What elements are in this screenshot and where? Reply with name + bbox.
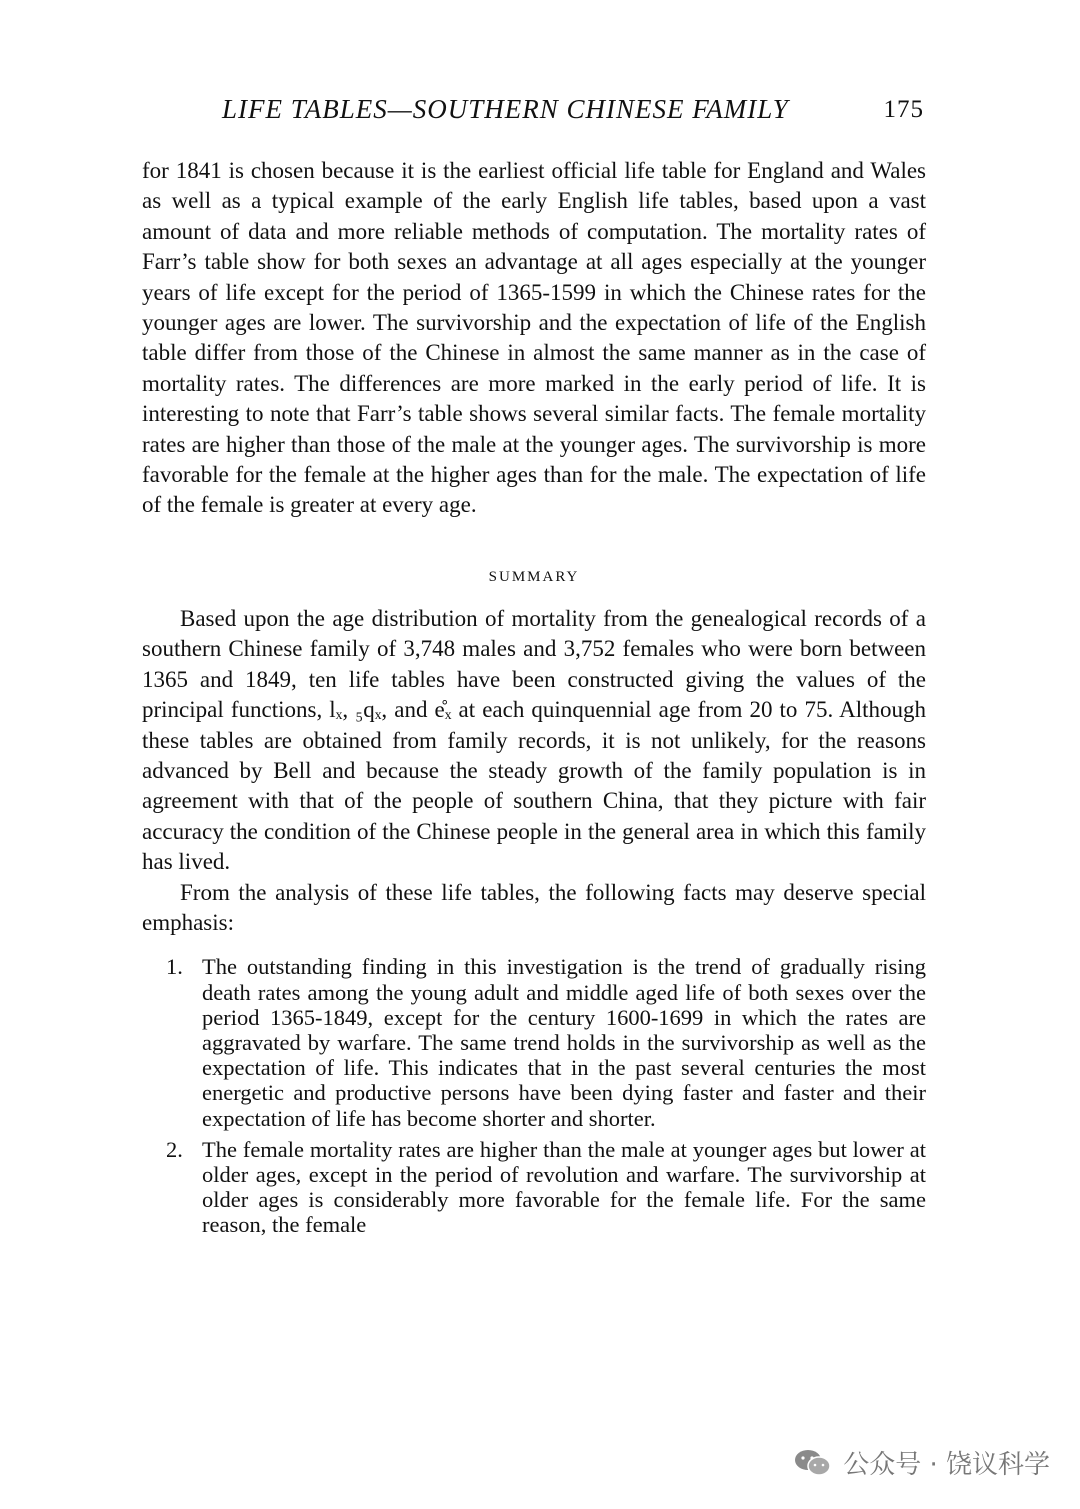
list-item-text: The outstanding finding in this investigation is the trend of gradually rising death rates among the young adult and middle aged life of both sexes over the period 1365-1849, except for the century 1600-1699 in which the rates are aggravated by warfare. The same trend holds in the survivorship as well as the expectation of life. This indicates that in the past several centuries the most energetic and productive persons have been dying faster and faster and their expectation of life has become shorter and shorter.	[202, 954, 926, 1131]
list-item	[142, 954, 926, 1130]
list-item	[142, 1137, 926, 1238]
list-item-text: The female mortality rates are higher than the male at younger ages but lower at older ages, except in the period of revolution and warfare. The survivorship at older ages is considerably more favorable for the female life. For the same reason, the female	[202, 1136, 926, 1238]
list-item-number: 1.	[166, 954, 183, 980]
numbered-list	[142, 954, 926, 1237]
watermark-text: 公众号 · 饶议科学	[843, 1450, 1050, 1480]
running-head-title: LIFE TABLES—SOUTHERN CHINESE FAMILY	[222, 94, 789, 124]
document-page	[142, 90, 926, 1244]
body-paragraph: Based upon the age distribution of mortality from the genealogical records of a southern Chinese family of 3,748 males and 3,752 females who were born between 1365 and 1849, ten life tables have been constructed giving the values of the principal functions, lₓ, ₅qₓ, and e̊ₓ at each quinquennial age from 20 to 75. Although these tables are obtained from family records, it is not unlikely, for the reasons advanced by Bell and because the steady growth of the family population is in agreement with that of the people of southern China, that they picture with fair accuracy the condition of the Chinese people in the general area in which this family has lived.	[142, 605, 926, 875]
wechat-icon	[793, 1448, 833, 1478]
body-paragraph: for 1841 is chosen because it is the earliest official life table for England and Wales as well as a typical example of the early English life tables, based upon a vast amount of data and more reliable methods of computation. The mortality rates of Farr’s table show for both sexes an advantage at all ages especially at the younger years of life except for the period of 1365-1599 in which the Chinese rates for the younger ages are lower. The survivorship and the expectation of life of the English table differ from those of the Chinese in almost the same manner as in the case of mortality rates. The differences are more marked in the early period of life. It is interesting to note that Farr’s table shows several similar facts. The female mortality rates are higher than those of the male at the younger ages. The survivorship is more favorable for the female at the higher ages than for the male. The expectation of life of the female is greater at every age.	[142, 158, 926, 518]
watermark	[793, 1444, 1050, 1481]
list-item-number: 2.	[166, 1136, 183, 1162]
body-paragraph: From the analysis of these life tables, the following facts may deserve special emphasis:	[142, 879, 926, 935]
page-number: 175	[883, 96, 924, 123]
running-head	[142, 90, 926, 130]
section-heading: SUMMARY	[488, 568, 580, 585]
